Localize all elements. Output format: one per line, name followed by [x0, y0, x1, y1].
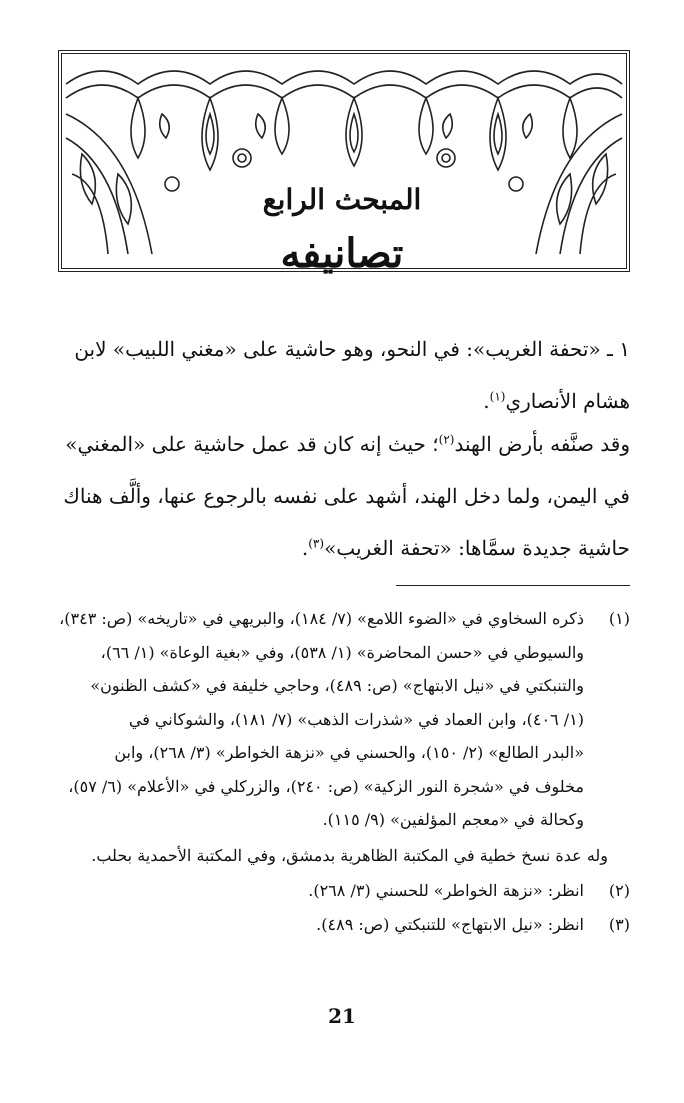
footnote-line: ذكره السخاوي في «الضوء اللامع» (٧/ ١٨٤)، والبريهي في «تاريخه» (ص: ٣٤٣)، [59, 609, 584, 628]
main-paragraph-1 [58, 323, 630, 427]
para2-line3-text: حاشية جديدة سمَّاها: «تحفة الغريب» [324, 536, 630, 560]
footnote-line: وكحالة في «معجم المؤلفين» (٩/ ١١٥). [322, 810, 584, 829]
footnote-number: (١) [608, 609, 630, 628]
para2-line3-end: . [301, 536, 309, 560]
footnote-1-extra: وله عدة نسخ خطية في المكتبة الظاهرية بدمشق، وفي المكتبة الأحمدية بحلب. [91, 845, 608, 865]
footnote-number: (٣) [608, 914, 630, 934]
para2-line1-b: ؛ حيث إنه كان قد عمل حاشية على «المغني» [65, 432, 439, 456]
footnote-1 [58, 602, 630, 837]
main-paragraph-2 [58, 418, 630, 574]
footnote-text [58, 602, 584, 837]
footnote-line: مخلوف في «شجرة النور الزكية» (ص: ٢٤٠)، والزركلي في «الأعلام» (٦/ ٥٧)، [68, 776, 584, 796]
footnote-line: «البدر الطالع» (٢/ ١٥٠)، والحسني في «نزهة الخواطر» (٣/ ٢٦٨)، وابن [114, 743, 584, 762]
para2-line1 [58, 418, 630, 470]
page-number: 21 [328, 1004, 356, 1028]
section-title: تصانيفه [280, 230, 404, 277]
para1-line2-text: هشام الأنصاري [505, 389, 630, 413]
footnote-2 [58, 874, 630, 908]
footnotes [58, 602, 630, 941]
para1-line1: ١ ـ «تحفة الغريب»: في النحو، وهو حاشية على «مغني اللبيب» لابن [74, 337, 630, 361]
footnote-ref-1[interactable]: (١) [489, 389, 506, 404]
footnote-text: انظر: «نزهة الخواطر» للحسني (٣/ ٢٦٨). [308, 881, 584, 900]
para2-line1-a: وقد صنَّفه بأرض الهند [454, 432, 630, 456]
footnote-text: انظر: «نيل الابتهاج» للتنبكتي (ص: ٤٨٩). [316, 914, 584, 934]
footnote-ref-3[interactable]: (٣) [308, 536, 325, 551]
para2-line2: في اليمن، ولما دخل الهند، أشهد على نفسه بالرجوع عنها، وألَّف هناك [63, 484, 630, 508]
footnote-3 [58, 908, 630, 942]
footnote-divider [396, 585, 630, 586]
footnote-number: (٢) [608, 881, 630, 900]
para1-line2-end: . [483, 389, 490, 413]
footnote-line: والسيوطي في «حسن المحاضرة» (١/ ٥٣٨)، وفي «بغية الوعاة» (١/ ٦٦)، [100, 642, 584, 662]
footnote-ref-2[interactable]: (٢) [438, 432, 455, 447]
section-subtitle: المبحث الرابع [262, 183, 422, 216]
footnote-line: (١/ ٤٠٦)، وابن العماد في «شذرات الذهب» (٧/ ١٨١)، والشوكاني في [128, 709, 584, 729]
footnote-line: والتنبكتي في «نيل الابتهاج» (ص: ٤٨٩)، وحاجي خليفة في «كشف الظنون» [90, 676, 584, 695]
para2-line3 [58, 522, 630, 574]
